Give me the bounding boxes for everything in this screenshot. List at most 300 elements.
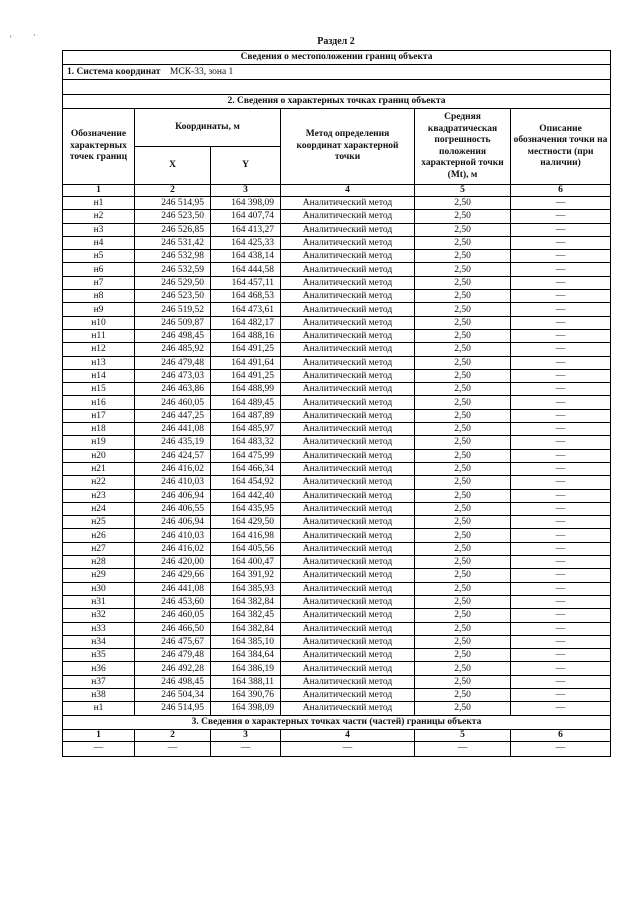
main-title: Сведения о местоположении границ объекта: [63, 51, 611, 65]
point-y: 164 485,97: [211, 423, 281, 436]
point-name: н38: [63, 688, 135, 701]
point-method: Аналитический метод: [281, 356, 415, 369]
point-desc: —: [511, 316, 611, 329]
point-x: 246 532,98: [135, 250, 211, 263]
point-x: 246 406,55: [135, 502, 211, 515]
point-y: 164 491,64: [211, 356, 281, 369]
col-number: 6: [511, 185, 611, 197]
point-x: 246 529,50: [135, 276, 211, 289]
point-x: 246 509,87: [135, 316, 211, 329]
table-row: [63, 223, 611, 236]
point-name: н25: [63, 516, 135, 529]
point-x: 246 416,02: [135, 462, 211, 475]
point-y: 164 405,56: [211, 542, 281, 555]
column-numbers-row: [63, 185, 611, 197]
table-row: [63, 688, 611, 701]
table-row: [63, 516, 611, 529]
point-desc: —: [511, 197, 611, 210]
point-mt: 2,50: [415, 702, 511, 715]
point-x: 246 410,03: [135, 529, 211, 542]
col-number: 2: [135, 729, 211, 741]
empty-cell: —: [415, 741, 511, 756]
point-y: 164 386,19: [211, 662, 281, 675]
point-desc: —: [511, 556, 611, 569]
point-x: 246 498,45: [135, 675, 211, 688]
point-mt: 2,50: [415, 436, 511, 449]
point-method: Аналитический метод: [281, 595, 415, 608]
table-row: [63, 462, 611, 475]
point-x: 246 460,05: [135, 396, 211, 409]
point-method: Аналитический метод: [281, 556, 415, 569]
scan-mark: ·: [33, 30, 36, 40]
point-mt: 2,50: [415, 569, 511, 582]
point-method: Аналитический метод: [281, 449, 415, 462]
point-y: 164 391,92: [211, 569, 281, 582]
point-x: 246 523,50: [135, 210, 211, 223]
section-label: Раздел 2: [317, 36, 355, 47]
point-name: н9: [63, 303, 135, 316]
point-name: н32: [63, 609, 135, 622]
point-y: 164 390,76: [211, 688, 281, 701]
table-row: [63, 635, 611, 648]
point-name: н12: [63, 343, 135, 356]
point-name: н17: [63, 409, 135, 422]
table-row: [63, 609, 611, 622]
table-row: [63, 436, 611, 449]
point-desc: —: [511, 369, 611, 382]
point-method: Аналитический метод: [281, 489, 415, 502]
point-y: 164 398,09: [211, 702, 281, 715]
point-desc: —: [511, 396, 611, 409]
section3-title: 3. Сведения о характерных точках части (частей) границы объекта: [63, 715, 611, 729]
col-number: 3: [211, 729, 281, 741]
point-method: Аналитический метод: [281, 569, 415, 582]
point-x: 246 526,85: [135, 223, 211, 236]
point-method: Аналитический метод: [281, 343, 415, 356]
point-y: 164 382,84: [211, 622, 281, 635]
point-mt: 2,50: [415, 462, 511, 475]
point-x: 246 424,57: [135, 449, 211, 462]
point-mt: 2,50: [415, 542, 511, 555]
point-mt: 2,50: [415, 595, 511, 608]
point-name: н4: [63, 236, 135, 249]
table-row: [63, 582, 611, 595]
table-row: [63, 502, 611, 515]
point-y: 164 382,84: [211, 595, 281, 608]
point-desc: —: [511, 276, 611, 289]
point-method: Аналитический метод: [281, 329, 415, 342]
point-x: 246 523,50: [135, 290, 211, 303]
point-desc: —: [511, 210, 611, 223]
table-row: [63, 303, 611, 316]
point-y: 164 444,58: [211, 263, 281, 276]
blank-row: [63, 80, 611, 95]
point-y: 164 457,11: [211, 276, 281, 289]
point-mt: 2,50: [415, 236, 511, 249]
point-desc: —: [511, 250, 611, 263]
table-row: [63, 316, 611, 329]
point-method: Аналитический метод: [281, 649, 415, 662]
point-method: Аналитический метод: [281, 303, 415, 316]
point-mt: 2,50: [415, 276, 511, 289]
point-x: 246 514,95: [135, 702, 211, 715]
table-row: [63, 396, 611, 409]
point-method: Аналитический метод: [281, 675, 415, 688]
point-mt: 2,50: [415, 290, 511, 303]
point-desc: —: [511, 595, 611, 608]
col-number: 1: [63, 185, 135, 197]
point-desc: —: [511, 449, 611, 462]
point-name: н1: [63, 702, 135, 715]
point-mt: 2,50: [415, 383, 511, 396]
point-name: н10: [63, 316, 135, 329]
point-method: Аналитический метод: [281, 462, 415, 475]
point-name: н27: [63, 542, 135, 555]
point-method: Аналитический метод: [281, 396, 415, 409]
point-y: 164 475,99: [211, 449, 281, 462]
point-name: н5: [63, 250, 135, 263]
point-name: н14: [63, 369, 135, 382]
section3-empty-row: [63, 741, 611, 756]
table-row: [63, 383, 611, 396]
point-name: н8: [63, 290, 135, 303]
point-mt: 2,50: [415, 263, 511, 276]
point-y: 164 398,09: [211, 197, 281, 210]
table-row: [63, 263, 611, 276]
point-mt: 2,50: [415, 356, 511, 369]
point-y: 164 466,34: [211, 462, 281, 475]
point-x: 246 447,25: [135, 409, 211, 422]
point-name: н30: [63, 582, 135, 595]
point-y: 164 487,89: [211, 409, 281, 422]
table-row: [63, 569, 611, 582]
point-mt: 2,50: [415, 396, 511, 409]
point-method: Аналитический метод: [281, 542, 415, 555]
point-y: 164 385,10: [211, 635, 281, 648]
table-row: [63, 489, 611, 502]
table-row: [63, 662, 611, 675]
point-mt: 2,50: [415, 409, 511, 422]
point-desc: —: [511, 489, 611, 502]
col-number: 4: [281, 729, 415, 741]
point-x: 246 532,59: [135, 263, 211, 276]
col-number: 4: [281, 185, 415, 197]
point-desc: —: [511, 303, 611, 316]
point-name: н29: [63, 569, 135, 582]
point-y: 164 425,33: [211, 236, 281, 249]
point-mt: 2,50: [415, 662, 511, 675]
point-method: Аналитический метод: [281, 250, 415, 263]
point-mt: 2,50: [415, 303, 511, 316]
point-mt: 2,50: [415, 449, 511, 462]
point-method: Аналитический метод: [281, 529, 415, 542]
table-row: [63, 702, 611, 715]
point-method: Аналитический метод: [281, 369, 415, 382]
point-mt: 2,50: [415, 316, 511, 329]
point-desc: —: [511, 582, 611, 595]
point-mt: 2,50: [415, 529, 511, 542]
point-method: Аналитический метод: [281, 662, 415, 675]
point-desc: —: [511, 476, 611, 489]
point-mt: 2,50: [415, 635, 511, 648]
table-row: [63, 595, 611, 608]
table-row: [63, 529, 611, 542]
point-name: н6: [63, 263, 135, 276]
table-row: [63, 329, 611, 342]
point-y: 164 491,25: [211, 343, 281, 356]
point-desc: —: [511, 409, 611, 422]
point-desc: —: [511, 688, 611, 701]
point-x: 246 420,00: [135, 556, 211, 569]
points-body: [63, 197, 611, 716]
point-name: н18: [63, 423, 135, 436]
header-x: X: [135, 147, 211, 185]
point-y: 164 429,50: [211, 516, 281, 529]
point-x: 246 441,08: [135, 423, 211, 436]
scan-mark: ': [10, 34, 12, 44]
col-number: 5: [415, 729, 511, 741]
point-desc: —: [511, 635, 611, 648]
point-desc: —: [511, 343, 611, 356]
point-desc: —: [511, 662, 611, 675]
col-number: 6: [511, 729, 611, 741]
point-name: н24: [63, 502, 135, 515]
point-mt: 2,50: [415, 250, 511, 263]
point-x: 246 416,02: [135, 542, 211, 555]
point-name: н19: [63, 436, 135, 449]
point-x: 246 514,95: [135, 197, 211, 210]
table-row: [63, 542, 611, 555]
point-desc: —: [511, 609, 611, 622]
point-x: 246 473,03: [135, 369, 211, 382]
point-desc: —: [511, 702, 611, 715]
point-name: н22: [63, 476, 135, 489]
point-method: Аналитический метод: [281, 210, 415, 223]
empty-cell: —: [211, 741, 281, 756]
table-row: [63, 210, 611, 223]
point-y: 164 454,92: [211, 476, 281, 489]
point-x: 246 479,48: [135, 649, 211, 662]
point-desc: —: [511, 529, 611, 542]
point-mt: 2,50: [415, 516, 511, 529]
table-row: [63, 250, 611, 263]
point-mt: 2,50: [415, 197, 511, 210]
table-row: [63, 556, 611, 569]
table-row: [63, 449, 611, 462]
col-number: 5: [415, 185, 511, 197]
point-method: Аналитический метод: [281, 263, 415, 276]
point-method: Аналитический метод: [281, 276, 415, 289]
point-mt: 2,50: [415, 649, 511, 662]
point-x: 246 492,28: [135, 662, 211, 675]
col-number: 1: [63, 729, 135, 741]
point-y: 164 473,61: [211, 303, 281, 316]
point-desc: —: [511, 356, 611, 369]
point-mt: 2,50: [415, 329, 511, 342]
point-name: н16: [63, 396, 135, 409]
point-desc: —: [511, 502, 611, 515]
point-method: Аналитический метод: [281, 423, 415, 436]
point-desc: —: [511, 649, 611, 662]
header-error: Средняя квадратическая погрешность положения характерной точки (Mt), м: [415, 109, 511, 185]
point-y: 164 384,64: [211, 649, 281, 662]
point-desc: —: [511, 383, 611, 396]
point-method: Аналитический метод: [281, 223, 415, 236]
coord-system-row: [63, 65, 611, 80]
table-row: [63, 343, 611, 356]
point-name: н15: [63, 383, 135, 396]
point-method: Аналитический метод: [281, 688, 415, 701]
point-name: н33: [63, 622, 135, 635]
point-desc: —: [511, 329, 611, 342]
point-method: Аналитический метод: [281, 316, 415, 329]
header-y: Y: [211, 147, 281, 185]
point-mt: 2,50: [415, 343, 511, 356]
point-name: н36: [63, 662, 135, 675]
point-x: 246 410,03: [135, 476, 211, 489]
table-row: [63, 369, 611, 382]
section2-title: 2. Сведения о характерных точках границ объекта: [63, 95, 611, 109]
point-x: 246 435,19: [135, 436, 211, 449]
point-desc: —: [511, 223, 611, 236]
point-mt: 2,50: [415, 476, 511, 489]
point-method: Аналитический метод: [281, 290, 415, 303]
table-row: [63, 675, 611, 688]
point-name: н26: [63, 529, 135, 542]
point-method: Аналитический метод: [281, 476, 415, 489]
point-name: н7: [63, 276, 135, 289]
point-method: Аналитический метод: [281, 197, 415, 210]
point-method: Аналитический метод: [281, 236, 415, 249]
point-x: 246 466,50: [135, 622, 211, 635]
point-mt: 2,50: [415, 675, 511, 688]
point-x: 246 453,60: [135, 595, 211, 608]
table-row: [63, 197, 611, 210]
point-desc: —: [511, 516, 611, 529]
table-row: [63, 236, 611, 249]
point-desc: —: [511, 675, 611, 688]
empty-cell: —: [63, 741, 135, 756]
point-name: н3: [63, 223, 135, 236]
header-point: Обозначение характерных точек границ: [63, 109, 135, 185]
point-y: 164 413,27: [211, 223, 281, 236]
point-name: н31: [63, 595, 135, 608]
table-row: [63, 423, 611, 436]
point-desc: —: [511, 542, 611, 555]
point-desc: —: [511, 436, 611, 449]
point-mt: 2,50: [415, 688, 511, 701]
document-page: [62, 36, 610, 757]
point-x: 246 519,52: [135, 303, 211, 316]
header-coords: Координаты, м: [135, 109, 281, 147]
point-method: Аналитический метод: [281, 622, 415, 635]
point-x: 246 460,05: [135, 609, 211, 622]
point-name: н35: [63, 649, 135, 662]
point-name: н1: [63, 197, 135, 210]
point-desc: —: [511, 569, 611, 582]
empty-cell: —: [281, 741, 415, 756]
point-method: Аналитический метод: [281, 702, 415, 715]
point-desc: —: [511, 423, 611, 436]
boundary-table: [62, 50, 611, 757]
point-x: 246 406,94: [135, 516, 211, 529]
col-number: 2: [135, 185, 211, 197]
point-desc: —: [511, 236, 611, 249]
empty-cell: —: [135, 741, 211, 756]
point-method: Аналитический метод: [281, 516, 415, 529]
point-mt: 2,50: [415, 210, 511, 223]
point-y: 164 400,47: [211, 556, 281, 569]
point-mt: 2,50: [415, 556, 511, 569]
point-desc: —: [511, 263, 611, 276]
point-method: Аналитический метод: [281, 409, 415, 422]
point-name: н28: [63, 556, 135, 569]
point-y: 164 438,14: [211, 250, 281, 263]
point-mt: 2,50: [415, 609, 511, 622]
point-method: Аналитический метод: [281, 635, 415, 648]
point-method: Аналитический метод: [281, 383, 415, 396]
table-row: [63, 356, 611, 369]
table-row: [63, 409, 611, 422]
point-name: н34: [63, 635, 135, 648]
table-row: [63, 476, 611, 489]
point-name: н11: [63, 329, 135, 342]
table-row: [63, 290, 611, 303]
point-x: 246 441,08: [135, 582, 211, 595]
point-y: 164 385,93: [211, 582, 281, 595]
point-y: 164 488,99: [211, 383, 281, 396]
point-y: 164 468,53: [211, 290, 281, 303]
point-desc: —: [511, 462, 611, 475]
point-mt: 2,50: [415, 582, 511, 595]
table-row: [63, 622, 611, 635]
point-y: 164 442,40: [211, 489, 281, 502]
point-method: Аналитический метод: [281, 436, 415, 449]
point-name: н13: [63, 356, 135, 369]
point-x: 246 531,42: [135, 236, 211, 249]
coord-system-label: 1. Система координат: [67, 66, 161, 77]
point-y: 164 407,74: [211, 210, 281, 223]
point-name: н23: [63, 489, 135, 502]
col-number: 3: [211, 185, 281, 197]
point-x: 246 498,45: [135, 329, 211, 342]
point-name: н37: [63, 675, 135, 688]
point-desc: —: [511, 622, 611, 635]
point-mt: 2,50: [415, 423, 511, 436]
point-y: 164 491,25: [211, 369, 281, 382]
point-name: н2: [63, 210, 135, 223]
header-desc: Описание обозначения точки на местности (при наличии): [511, 109, 611, 185]
point-y: 164 482,17: [211, 316, 281, 329]
point-x: 246 475,67: [135, 635, 211, 648]
point-y: 164 483,32: [211, 436, 281, 449]
point-y: 164 489,45: [211, 396, 281, 409]
point-x: 246 463,86: [135, 383, 211, 396]
point-name: н20: [63, 449, 135, 462]
table-row: [63, 276, 611, 289]
point-method: Аналитический метод: [281, 609, 415, 622]
point-y: 164 382,45: [211, 609, 281, 622]
point-mt: 2,50: [415, 223, 511, 236]
point-mt: 2,50: [415, 502, 511, 515]
point-mt: 2,50: [415, 369, 511, 382]
point-y: 164 488,16: [211, 329, 281, 342]
point-mt: 2,50: [415, 622, 511, 635]
empty-cell: —: [511, 741, 611, 756]
point-y: 164 388,11: [211, 675, 281, 688]
point-x: 246 504,34: [135, 688, 211, 701]
point-method: Аналитический метод: [281, 582, 415, 595]
